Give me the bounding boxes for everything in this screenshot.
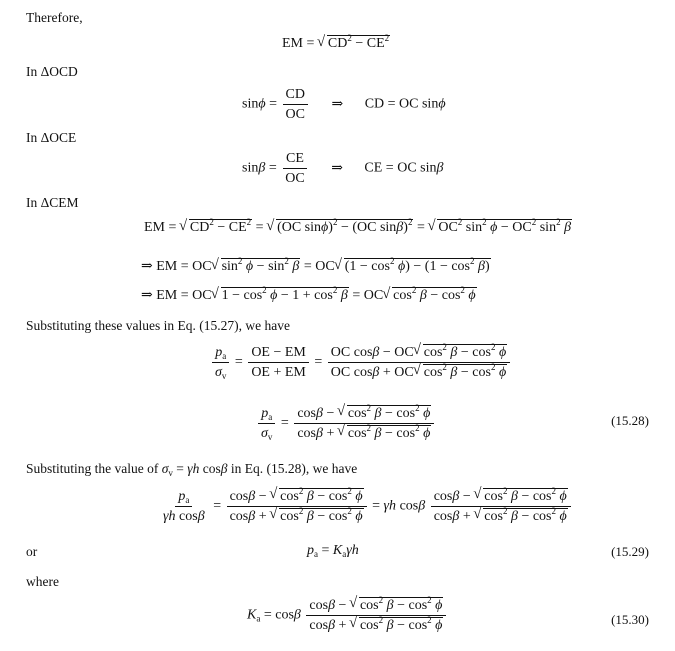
text-in-triangle-oce: In ΔOCE: [26, 130, 77, 145]
text-in-triangle-cem: In ΔCEM: [26, 195, 79, 210]
equation-number-1528: (15.28): [611, 413, 649, 428]
equation-pa-over-sigma-v-1: $\frac{p_a}{\sigma_v}$ = $\frac{OE - EM}{OE + EM}$ = $\frac{OC \cos\beta - OC√ \cos^2 \beta - \cos^2 \phi}{OC \cos\beta + OC√ \cos^2 \beta - \cos^2 \phi}$: [210, 344, 512, 381]
text-substituting-1527: Substituting these values in Eq. (15.27), we have: [26, 318, 290, 333]
text-substituting-sigma-v: Substituting the value of $\sigma_v = \gamma h$ cosβ in Eq. (15.28), we have: [26, 461, 358, 478]
equation-em-step-2: ⇒ EM = OC√ $\sin^2 \phi - \sin^2 \beta = OC√$ $(1 - \cos^2 \phi) - (1 - \cos^2 \beta)$: [141, 258, 491, 275]
equation-number-1530: (15.30): [611, 612, 649, 627]
text-in-triangle-ocd: In ΔOCD: [26, 64, 78, 79]
text-substituting-tail: in Eq. (15.28), we have: [230, 461, 358, 476]
equation-em-step-3: ⇒ EM = OC√ $1 - \cos^2 \phi - 1 + \cos^2 \beta = OC√$ $\cos^2 \beta - \cos^2 \phi$: [141, 287, 477, 304]
text-or: or: [26, 544, 38, 559]
equation-ka: $K_a = \cos\beta$ $\frac{\cos\beta - √ \cos^2 \beta - \cos^2 \phi}{\cos\beta + √ \cos^2 \beta - \cos^2 \phi}$: [247, 597, 448, 634]
text-substituting-lead: Substituting the value of: [26, 461, 159, 476]
equation-number-1529: (15.29): [611, 544, 649, 559]
equation-sin-phi: sinϕ = $\frac{CD}{OC}$ ⇒ CD = OC sinϕ: [242, 87, 446, 122]
equation-em-definition: EM = √ $CD^2 - CE^2$: [282, 36, 390, 52]
text-therefore: Therefore,: [26, 10, 83, 25]
equation-pa-over-gamma-h: $\frac{p_a}{\text{γh cosβ}}$ = $\frac{\cos\beta - √ \cos^2 \beta - \cos^2 \phi}{\cos\beta + √ \cos^2 \beta - \cos^2 \phi}$ = γh cosβ $\frac{\cos\beta - √ \cos^2 \beta - \cos^2 \phi}{\cos\beta + √ \cos^2 \beta - \cos^2 \phi}$: [158, 488, 573, 525]
text-where: where: [26, 574, 59, 589]
equation-pa-ka: $p_a = K_a\gamma h$: [307, 543, 359, 559]
equation-pa-over-sigma-v-2: $\frac{p_a}{\sigma_v}$ = $\frac{\cos\beta - √ \cos^2 \beta - \cos^2 \phi}{\cos\beta + √ \cos^2 \beta - \cos^2 \phi}$: [256, 405, 436, 442]
equation-sin-beta: sinβ = $\frac{CE}{OC}$ ⇒ CE = OC sinβ: [242, 151, 444, 186]
equation-em-expanded: EM = √ $CD^2 - CE^2$ = √ (OC sinϕ)$^2$ − (OC sinβ)$^2$ = √ $OC^2$ $\sin^2 \phi - OC^2$ $\sin^2 \beta$: [144, 220, 572, 236]
